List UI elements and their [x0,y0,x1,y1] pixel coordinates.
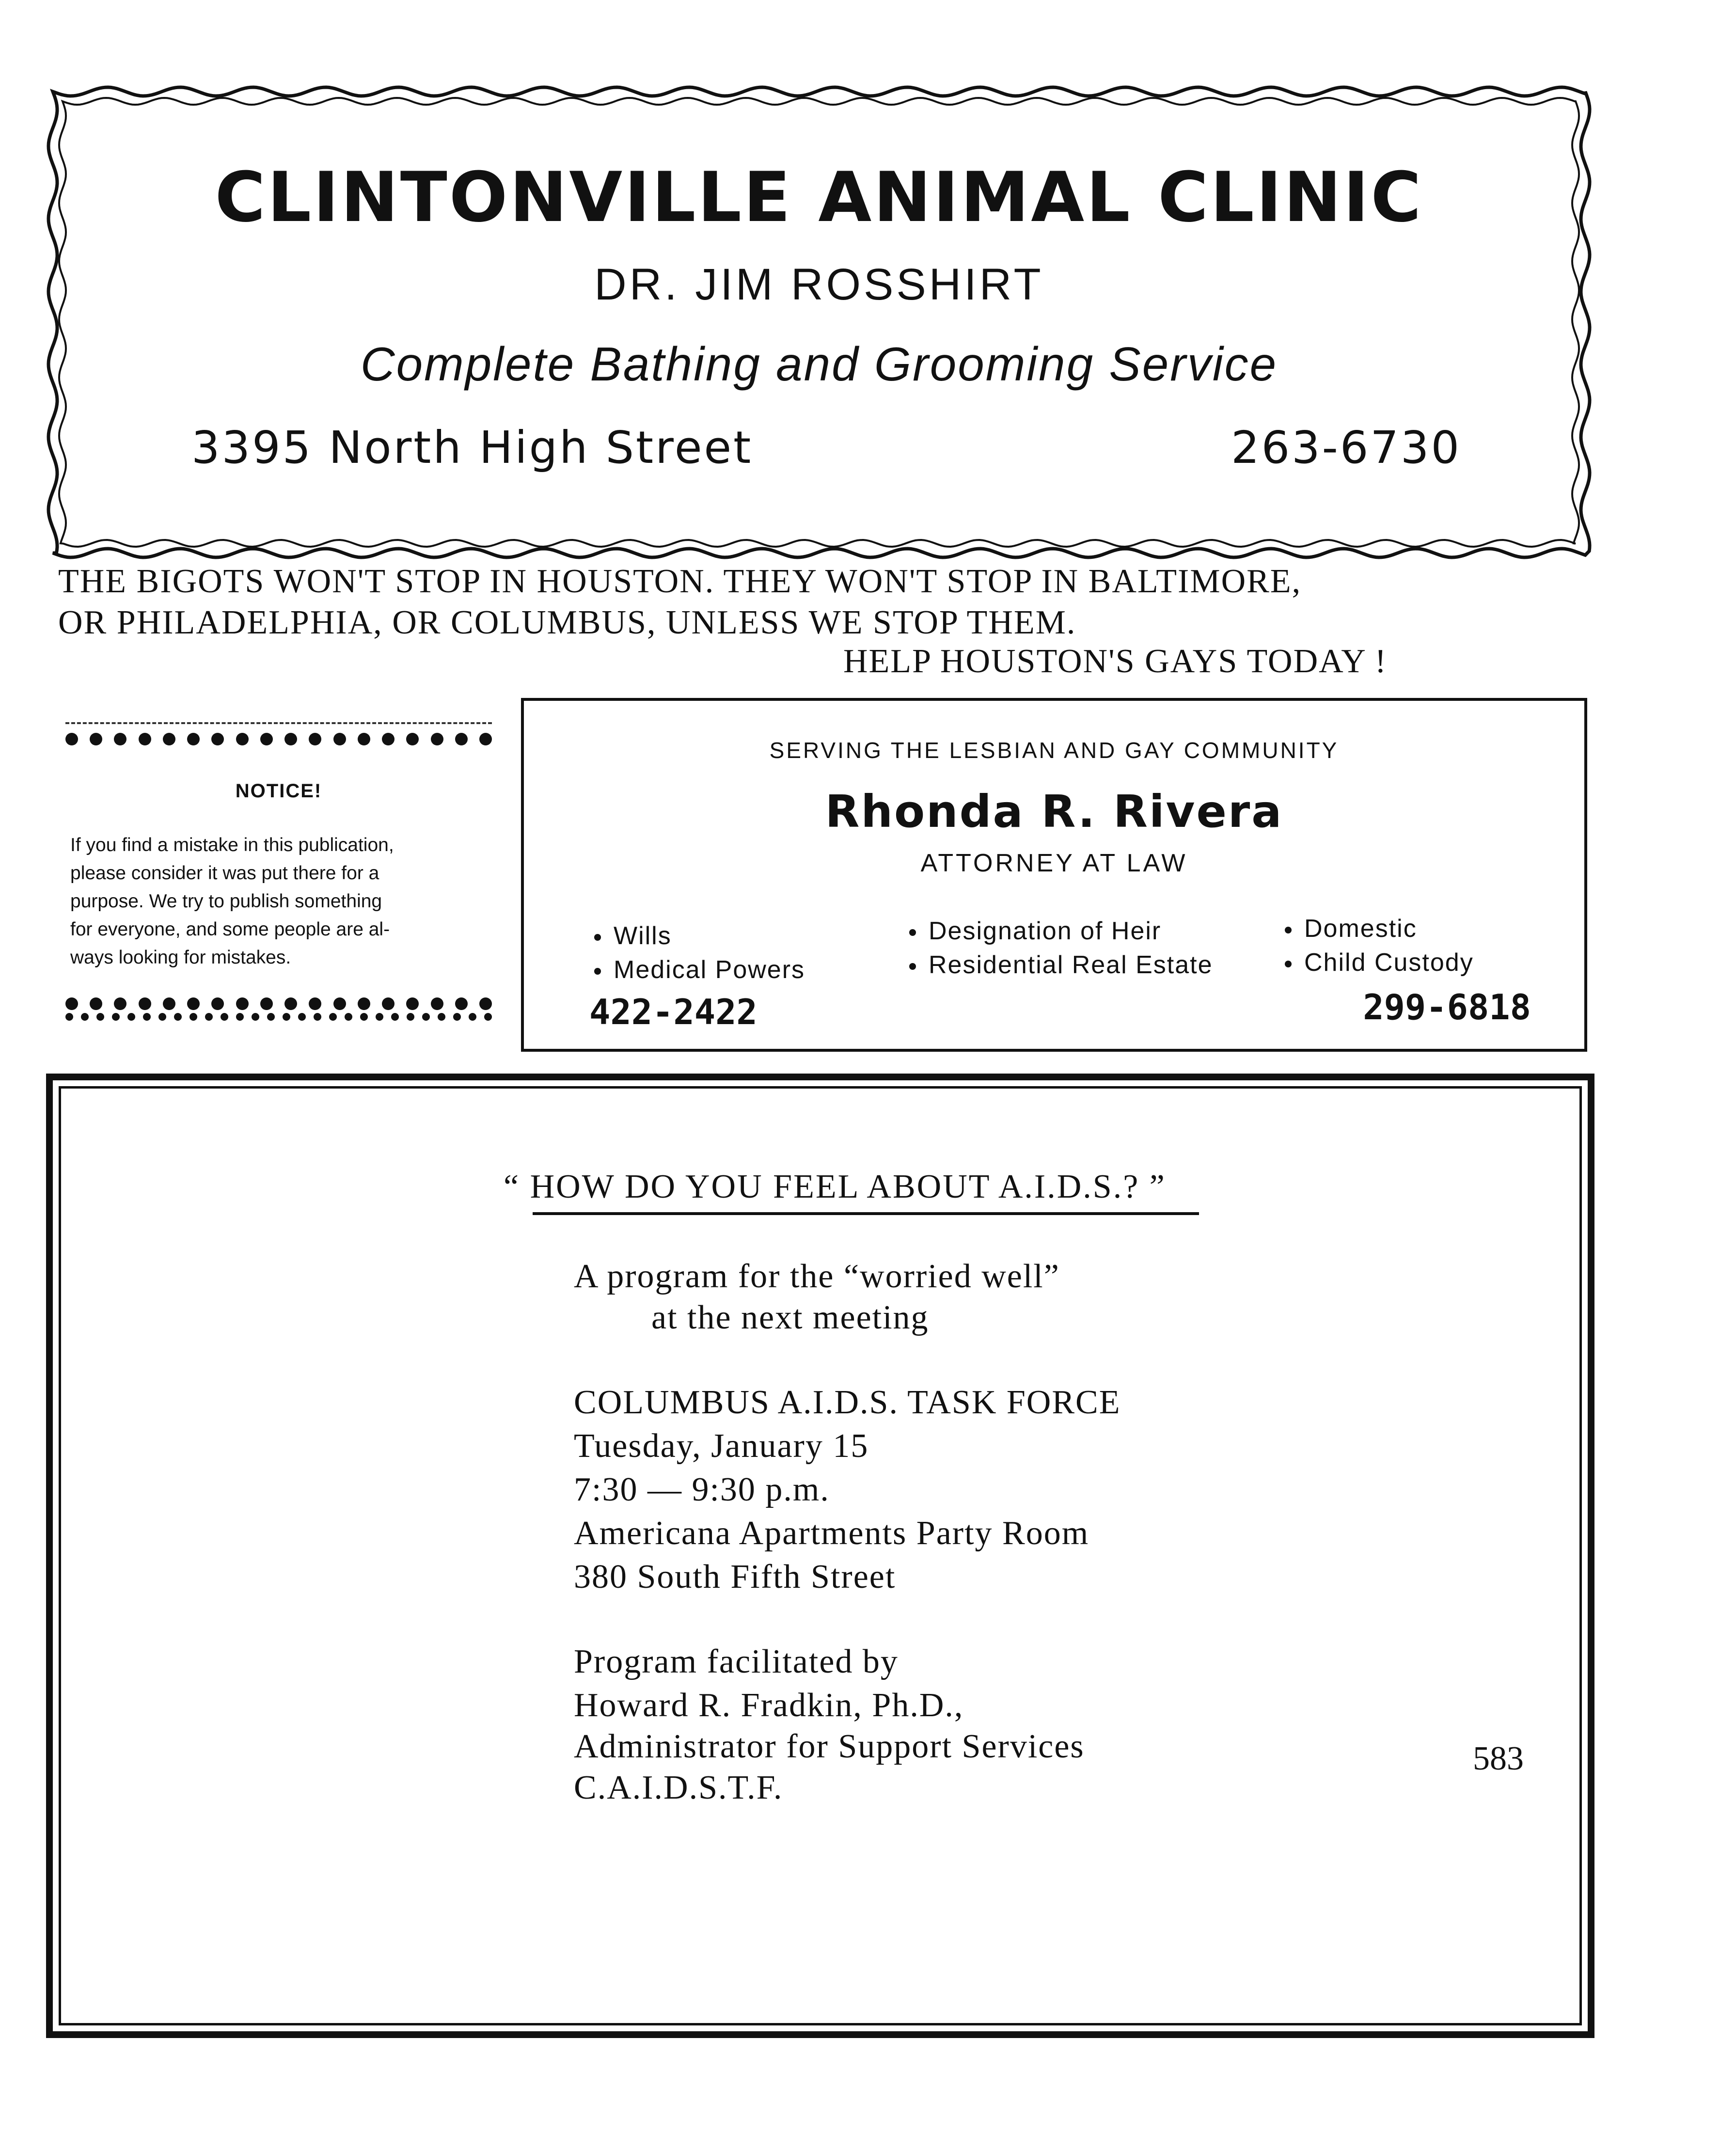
notice-line: ways looking for mistakes. [70,947,291,968]
notice-line: for everyone, and some people are al- [70,919,390,940]
bullet-icon [594,934,601,941]
dot-icon [90,733,102,745]
dot-icon [252,1013,259,1021]
notice-line: If you find a mistake in this publication, [70,835,394,855]
notice-title: NOTICE! [235,780,322,802]
dot-icon [455,997,468,1010]
attorney-name: Rhonda R. Rivera [825,786,1283,838]
bigots-line-1: THE BIGOTS WON'T STOP IN HOUSTON. THEY WON'T STOP IN BALTIMORE, [58,563,1302,600]
dot-icon [211,997,224,1010]
facilitator-line: Howard R. Fradkin, Ph.D., [574,1687,964,1724]
attorney-phone-right: 299-6818 [1363,987,1531,1028]
dot-icon [65,1013,73,1021]
dot-icon [329,1013,337,1021]
event-line: 7:30 — 9:30 p.m. [574,1471,830,1508]
bullet-icon [909,963,916,970]
dashed-rule [65,722,492,724]
dot-icon [139,733,151,745]
dot-icon [163,733,175,745]
dot-icon [333,733,346,745]
dot-icon [422,1013,430,1021]
dot-icon [65,997,78,1010]
dot-icon [358,997,370,1010]
clinic-service: Complete Bathing and Grooming Service [360,337,1278,391]
event-line: Tuesday, January 15 [574,1427,869,1465]
dot-icon [406,733,419,745]
dot-icon [376,1013,383,1021]
program-heading-text: HOW DO YOU FEEL ABOUT A.I.D.S.? [530,1168,1140,1205]
dot-icon [284,733,297,745]
dot-icon [484,1013,492,1021]
clinic-phone: 263-6730 [1231,422,1461,474]
dot-icon [112,1013,120,1021]
dot-icon [260,997,273,1010]
wavy-border [46,85,1592,560]
program-intro-line: A program for the “worried well” [574,1258,1060,1295]
program-heading: “ HOW DO YOU FEEL ABOUT A.I.D.S.? ” [504,1168,1166,1205]
dot-icon [407,1013,414,1021]
dot-icon [205,1013,213,1021]
dot-icon [139,997,151,1010]
clinic-ad [46,85,1592,560]
bullet-icon [1285,961,1292,967]
dot-icon [479,733,492,745]
dot-icon [283,1013,290,1021]
dot-icon [479,997,492,1010]
dot-icon [187,733,200,745]
dot-icon [236,997,249,1010]
service-item: Residential Real Estate [909,950,1213,980]
dot-icon [298,1013,306,1021]
service-item: Medical Powers [594,955,805,984]
notice-body [70,831,492,972]
dot-icon [260,733,273,745]
bigots-line-2: OR PHILADELPHIA, OR COLUMBUS, UNLESS WE STOP THEM. [58,604,1076,641]
dot-icon [284,997,297,1010]
clinic-address: 3395 North High Street [191,422,753,474]
dot-icon [431,733,443,745]
attorney-phone-left: 422-2422 [589,992,758,1032]
dot-icon [127,1013,135,1021]
bullet-icon [1285,927,1292,933]
dot-border-top [65,733,492,745]
dot-icon [114,733,126,745]
dot-icon [163,997,175,1010]
dot-icon [360,1013,368,1021]
dot-icon [221,1013,228,1021]
facilitator-line: C.A.I.D.S.T.F. [574,1769,783,1806]
dot-icon [345,1013,352,1021]
dot-icon [211,733,224,745]
attorney-title: ATTORNEY AT LAW [920,849,1188,877]
dot-icon [65,733,78,745]
dot-icon [187,997,200,1010]
heading-underline [533,1212,1199,1215]
service-item: Domestic [1285,914,1417,943]
dot-icon [333,997,346,1010]
dot-icon [158,1013,166,1021]
event-line: Americana Apartments Party Room [574,1515,1089,1552]
notice-line: please consider it was put there for a [70,863,379,884]
dot-icon [438,1013,445,1021]
bullet-icon [594,968,601,975]
dot-icon [453,1013,461,1021]
dot-icon [382,997,395,1010]
attorney-tagline: SERVING THE LESBIAN AND GAY COMMUNITY [769,738,1339,763]
dot-icon [382,733,395,745]
dot-icon [114,997,126,1010]
dot-icon [309,997,321,1010]
dot-icon [431,997,443,1010]
dot-icon [391,1013,399,1021]
dot-icon [314,1013,321,1021]
facilitator-line: Program facilitated by [574,1643,899,1680]
page-number: 583 [1473,1740,1524,1777]
dot-border-bottom-small [65,1013,492,1021]
bigots-line-3: HELP HOUSTON'S GAYS TODAY ! [843,643,1388,680]
dot-icon [455,733,468,745]
dot-icon [267,1013,275,1021]
dot-icon [236,1013,244,1021]
dot-icon [174,1013,182,1021]
aids-program-box [46,1074,1594,2038]
dot-icon [236,733,249,745]
dot-icon [358,733,370,745]
dot-icon [406,997,419,1010]
notice-line: purpose. We try to publish something [70,891,382,912]
dot-icon [96,1013,104,1021]
dot-border-bottom [65,997,492,1010]
attorney-ad [521,698,1587,1052]
event-line: COLUMBUS A.I.D.S. TASK FORCE [574,1384,1121,1421]
event-line: 380 South Fifth Street [574,1558,896,1596]
service-item: Child Custody [1285,948,1474,977]
facilitator-line: Administrator for Support Services [574,1728,1085,1765]
inner-border [59,1086,1582,2025]
service-item: Designation of Heir [909,917,1161,946]
dot-icon [469,1013,476,1021]
dot-icon [143,1013,151,1021]
program-intro-line: at the next meeting [651,1299,929,1336]
dot-icon [90,997,102,1010]
dot-icon [81,1013,89,1021]
service-item: Wills [594,921,672,950]
notice-box [65,722,492,1032]
clinic-doctor: DR. JIM ROSSHIRT [594,260,1044,309]
bullet-icon [909,929,916,936]
dot-icon [189,1013,197,1021]
clinic-name: CLINTONVILLE ANIMAL CLINIC [215,158,1423,237]
dot-icon [309,733,321,745]
